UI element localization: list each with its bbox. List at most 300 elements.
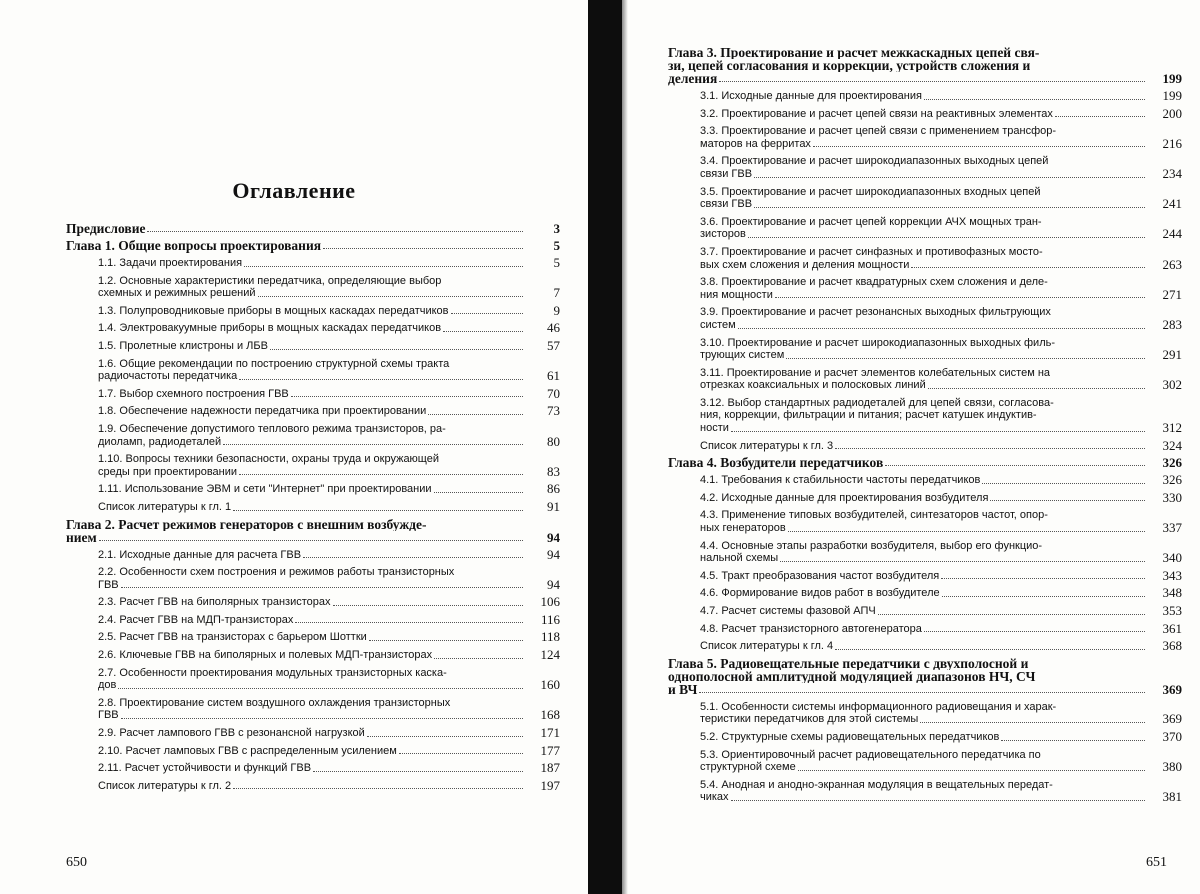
toc-entry-section [66,762,560,775]
toc-entry-row [700,492,1182,505]
toc-entry-row [98,780,560,793]
toc-page-number: 326 [1148,456,1182,469]
toc-entry-chapter [668,657,1182,696]
dot-leader [835,649,1145,650]
dot-leader [270,349,523,350]
toc-entry-row [700,731,1182,744]
toc-entry-title: диоламп, радиодеталей [98,436,221,449]
toc-entry-text: 3.6. Проектирование и расчет цепей коррекции АЧХ мощных тран- [700,216,1182,229]
toc-page-number: 86 [526,483,560,496]
toc-entry-title: ности [700,422,729,435]
toc-entry-section [66,596,560,609]
dot-leader [99,540,523,541]
dot-leader [780,561,1145,562]
toc-entry-section [668,540,1182,565]
dot-leader [239,379,523,380]
toc-entry-text: 4.3. Применение типовых возбудителей, синтезаторов частот, опор- [700,509,1182,522]
toc-entry-title: среды при проектировании [98,466,237,479]
toc-entry-section [668,492,1182,505]
toc-entry-text: Глава 2. Расчет режимов генераторов с внешним возбужде- [66,518,560,531]
toc-page-number: 244 [1148,228,1182,241]
toc-entry-section [66,257,560,270]
toc-entry-row [700,474,1182,487]
toc-entry-title: 1.3. Полупроводниковые приборы в мощных каскадах передатчиков [98,305,449,318]
toc-page-number: 106 [526,596,560,609]
toc-entry-section [668,246,1182,271]
toc-entry-section [668,108,1182,121]
toc-entry-row [700,587,1182,600]
toc-entry-row [700,138,1182,151]
toc-entry-section [668,337,1182,362]
toc-entry-section [668,367,1182,392]
toc-entry-text: 5.4. Анодная и анодно-экранная модуляция в вещательных передат- [700,779,1182,792]
toc-page-number: 70 [526,388,560,401]
toc-entry-text: 3.10. Проектирование и расчет широкодиапазонных выходных филь- [700,337,1182,350]
toc-entry-title: чиках [700,791,729,804]
toc-entry-title: Предисловие [66,222,145,235]
dot-leader [924,631,1145,632]
toc-entry-section [66,305,560,318]
toc-entry-row [98,679,560,692]
toc-entry-section [66,423,560,448]
toc-entry-section [66,549,560,562]
dot-leader [434,658,523,659]
toc-entry-row [700,640,1182,653]
toc-entry-chapter [66,222,560,235]
toc-page-number: 73 [526,405,560,418]
dot-leader [754,177,1145,178]
toc-entry-title: дов [98,679,116,692]
toc-entry-text: 1.10. Вопросы техники безопасности, охраны труда и окружающей [98,453,560,466]
toc-entry-title: 2.6. Ключевые ГВВ на биполярных и полевых МДП-транзисторах [98,649,432,662]
toc-entry-section [66,358,560,383]
toc-entry-title: вых схем сложения и деления мощности [700,259,909,272]
dot-leader [920,722,1145,723]
toc-entry-text: однополосной амплитудной модуляцией диапазонов НЧ, СЧ [668,670,1182,683]
toc-entry-section [668,216,1182,241]
toc-page-number: 369 [1148,713,1182,726]
toc-entry-title: связи ГВВ [700,168,752,181]
toc-entry-section [668,749,1182,774]
dot-leader [1055,116,1145,117]
toc-entry-section [668,186,1182,211]
toc-page-number: 177 [526,745,560,758]
toc-page-number: 369 [1148,683,1182,696]
dot-leader [754,207,1145,208]
dot-leader [239,474,523,475]
toc-page-number: 9 [526,305,560,318]
toc-entry-section [66,649,560,662]
toc-entry-section [668,90,1182,103]
toc-entry-row [66,239,560,252]
toc-page-number: 381 [1148,791,1182,804]
toc-entry-title: Список литературы к гл. 2 [98,780,231,793]
toc-entry-section [668,623,1182,636]
page-number-left: 650 [66,855,87,871]
page-title: Оглавление [0,178,588,204]
dot-leader [121,587,523,588]
dot-leader [258,296,523,297]
toc-entry-row [98,745,560,758]
toc-entry-section [66,275,560,300]
toc-entry-row [700,168,1182,181]
toc-entry-title: трующих систем [700,349,784,362]
toc-entry-title: Список литературы к гл. 4 [700,640,833,653]
toc-page-number: 124 [526,649,560,662]
toc-entry-title: структурной схеме [700,761,796,774]
toc-page-number: 57 [526,340,560,353]
toc-entry-section [66,453,560,478]
toc-entry-row [66,222,560,235]
toc-page-number: 61 [526,370,560,383]
toc-entry-title: 1.11. Использование ЭВМ и сети "Интернет" при проектировании [98,483,432,496]
toc-entry-title: ных генераторов [700,522,786,535]
toc-entry-section [668,509,1182,534]
dot-leader [878,614,1145,615]
toc-page-number: 361 [1148,623,1182,636]
toc-page-number: 324 [1148,440,1182,453]
toc-entry-row [700,605,1182,618]
toc-page-number: 271 [1148,289,1182,302]
toc-page-number: 340 [1148,552,1182,565]
book-spine [588,0,622,894]
dot-leader [731,800,1145,801]
dot-leader [924,99,1145,100]
toc-entry-row [700,108,1182,121]
toc-entry-row [700,761,1182,774]
toc-entry-title: зисторов [700,228,746,241]
dot-leader [399,753,523,754]
toc-page-number: 330 [1148,492,1182,505]
toc-entry-section [66,388,560,401]
page-number-right: 651 [1146,855,1167,871]
toc-entry-row [700,552,1182,565]
toc-entry-section [668,779,1182,804]
dot-leader [118,688,523,689]
toc-entry-text: 1.9. Обеспечение допустимого теплового режима транзисторов, ра- [98,423,560,436]
toc-entry-row [98,322,560,335]
dot-leader [121,718,523,719]
dot-leader [911,267,1145,268]
dot-leader [233,510,523,511]
toc-page-number: 343 [1148,570,1182,583]
toc-page-number: 197 [526,780,560,793]
toc-page-number: 80 [526,436,560,449]
toc-entry-section [668,474,1182,487]
toc-entry-row [98,727,560,740]
dot-leader [942,596,1145,597]
toc-entry-text: 1.6. Общие рекомендации по построению структурной схемы тракта [98,358,560,371]
dot-leader [233,788,523,789]
toc-entry-section [668,155,1182,180]
toc-page-number: 171 [526,727,560,740]
dot-leader [748,237,1145,238]
toc-entry-text: 3.3. Проектирование и расчет цепей связи с применением трансфор- [700,125,1182,138]
toc-entry-row [98,287,560,300]
dot-leader [1001,740,1145,741]
toc-entry-section [66,780,560,793]
dot-leader [443,331,523,332]
toc-page-number: 94 [526,579,560,592]
toc-entry-row [98,370,560,383]
toc-entry-title: нием [66,531,97,544]
toc-entry-title: деления [668,72,717,85]
toc-page-number: 94 [526,549,560,562]
dot-leader [333,605,524,606]
dot-leader [295,622,523,623]
toc-entry-row [668,683,1182,696]
right-page [622,0,1200,894]
toc-entry-row [700,319,1182,332]
toc-entry-title: 5.2. Структурные схемы радиовещательных передатчиков [700,731,999,744]
toc-page-number: 302 [1148,379,1182,392]
toc-entry-row [98,305,560,318]
toc-entry-row [700,379,1182,392]
toc-entry-row [66,531,560,544]
toc-entry-text: 1.2. Основные характеристики передатчика, определяющие выбор [98,275,560,288]
toc-entry-title: Список литературы к гл. 3 [700,440,833,453]
toc-page-number: 118 [526,631,560,644]
toc-entry-section [668,587,1182,600]
dot-leader [428,414,523,415]
toc-entry-section [66,405,560,418]
toc-entry-row [700,90,1182,103]
dot-leader [982,483,1145,484]
toc-entry-title: Глава 4. Возбудители передатчиков [668,456,883,469]
toc-entry-title: 4.7. Расчет системы фазовой АПЧ [700,605,876,618]
toc-page-number: 5 [526,257,560,270]
toc-entry-row [700,440,1182,453]
toc-entry-row [98,405,560,418]
toc-entry-text: Глава 5. Радиовещательные передатчики с двухполосной и [668,657,1182,670]
toc-entry-chapter [66,518,560,544]
toc-entry-text: зи, цепей согласования и коррекции, устройств сложения и [668,59,1182,72]
toc-page-number: 353 [1148,605,1182,618]
toc-entry-title: отрезках коаксиальных и полосковых линий [700,379,926,392]
dot-leader [291,396,523,397]
dot-leader [788,531,1145,532]
dot-leader [731,431,1145,432]
dot-leader [798,770,1145,771]
toc-left [66,218,560,792]
toc-entry-section [668,440,1182,453]
toc-entry-title: нальной схемы [700,552,778,565]
toc-entry-row [700,570,1182,583]
toc-entry-section [66,727,560,740]
toc-entry-title: ния мощности [700,289,773,302]
toc-page-number: 291 [1148,349,1182,362]
toc-entry-chapter [668,46,1182,85]
toc-entry-title: 4.5. Тракт преобразования частот возбудителя [700,570,939,583]
toc-page-number: 283 [1148,319,1182,332]
dot-leader [885,465,1145,466]
toc-entry-text: 5.1. Особенности системы информационного радиовещания и харак- [700,701,1182,714]
dot-leader [147,231,523,232]
toc-entry-title: систем [700,319,736,332]
toc-entry-section [668,701,1182,726]
toc-page-number: 160 [526,679,560,692]
toc-entry-title: 4.2. Исходные данные для проектирования возбудителя [700,492,988,505]
toc-entry-section [66,566,560,591]
toc-entry-row [700,623,1182,636]
toc-entry-section [668,605,1182,618]
toc-entry-section [66,631,560,644]
toc-entry-title: ГВВ [98,709,119,722]
toc-entry-title: 1.4. Электровакуумные приборы в мощных каскадах передатчиков [98,322,441,335]
toc-page-number: 199 [1148,72,1182,85]
toc-entry-title: 4.6. Формирование видов работ в возбудителе [700,587,940,600]
toc-entry-section [66,697,560,722]
toc-page-number: 187 [526,762,560,775]
dot-leader [699,692,1145,693]
toc-entry-text: 2.8. Проектирование систем воздушного охлаждения транзисторных [98,697,560,710]
toc-entry-title: 2.9. Расчет лампового ГВВ с резонансной нагрузкой [98,727,365,740]
toc-entry-section [668,125,1182,150]
toc-entry-row [700,349,1182,362]
toc-entry-text: 3.8. Проектирование и расчет квадратурных схем сложения и деле- [700,276,1182,289]
toc-entry-row [700,289,1182,302]
toc-entry-section [668,397,1182,435]
toc-entry-title: 2.10. Расчет ламповых ГВВ с распределенным усилением [98,745,397,758]
dot-leader [303,557,523,558]
toc-entry-section [66,614,560,627]
toc-page-number: 116 [526,614,560,627]
toc-entry-text: 3.9. Проектирование и расчет резонансных выходных фильтрующих [700,306,1182,319]
toc-page-number: 200 [1148,108,1182,121]
dot-leader [313,771,523,772]
toc-entry-title: 1.5. Пролетные клистроны и ЛБВ [98,340,268,353]
toc-page-number: 263 [1148,259,1182,272]
toc-entry-title: и ВЧ [668,683,697,696]
toc-entry-row [98,649,560,662]
toc-entry-text: 2.2. Особенности схем построения и режимов работы транзисторных [98,566,560,579]
toc-entry-row [98,709,560,722]
toc-entry-section [66,667,560,692]
toc-entry-text: 3.7. Проектирование и расчет синфазных и противофазных мосто- [700,246,1182,259]
toc-entry-title: 2.5. Расчет ГВВ на транзисторах с барьером Шоттки [98,631,367,644]
toc-entry-title: 2.1. Исходные данные для расчета ГВВ [98,549,301,562]
toc-entry-title: схемных и режимных решений [98,287,256,300]
toc-entry-section [66,322,560,335]
toc-entry-title: 1.8. Обеспечение надежности передатчика при проектировании [98,405,426,418]
toc-entry-row [98,388,560,401]
toc-entry-section [668,731,1182,744]
toc-entry-row [98,596,560,609]
toc-page-number: 241 [1148,198,1182,211]
toc-entry-text: 3.5. Проектирование и расчет широкодиапазонных входных цепей [700,186,1182,199]
toc-page-number: 5 [526,239,560,252]
toc-entry-row [700,713,1182,726]
toc-page-number: 337 [1148,522,1182,535]
dot-leader [990,500,1145,501]
toc-entry-row [98,257,560,270]
dot-leader [369,640,523,641]
toc-entry-section [668,570,1182,583]
toc-entry-title: радиочастоты передатчика [98,370,237,383]
toc-entry-row [98,466,560,479]
toc-entry-section [66,745,560,758]
toc-entry-row [700,259,1182,272]
toc-right [668,42,1182,804]
toc-entry-title: 2.3. Расчет ГВВ на биполярных транзисторах [98,596,331,609]
dot-leader [367,736,523,737]
toc-entry-section [668,276,1182,301]
toc-entry-text: ния, коррекции, фильтрации и питания; расчет катушек индуктив- [700,409,1182,422]
toc-entry-title: Глава 1. Общие вопросы проектирования [66,239,321,252]
toc-entry-text: 2.7. Особенности проектирования модульных транзисторных каска- [98,667,560,680]
dot-leader [941,578,1145,579]
toc-page-number: 3 [526,222,560,235]
toc-entry-section [66,340,560,353]
toc-entry-chapter [668,456,1182,469]
toc-page-number: 326 [1148,474,1182,487]
dot-leader [223,444,523,445]
toc-entry-chapter [66,239,560,252]
dot-leader [244,266,523,267]
toc-page-number: 168 [526,709,560,722]
toc-page-number: 94 [526,531,560,544]
toc-entry-section [66,501,560,514]
toc-entry-title: 1.7. Выбор схемного построения ГВВ [98,388,289,401]
toc-entry-row [98,501,560,514]
toc-entry-section [668,640,1182,653]
toc-entry-title: маторов на ферритах [700,138,811,151]
dot-leader [451,313,523,314]
toc-entry-row [700,228,1182,241]
dot-leader [738,328,1145,329]
toc-entry-title: 3.1. Исходные данные для проектирования [700,90,922,103]
toc-entry-title: теристики передатчиков для этой системы [700,713,918,726]
dot-leader [835,448,1145,449]
toc-entry-text: 3.11. Проектирование и расчет элементов колебательных систем на [700,367,1182,380]
toc-entry-title: 2.11. Расчет устойчивости и функций ГВВ [98,762,311,775]
toc-entry-row [98,631,560,644]
toc-entry-row [700,791,1182,804]
toc-page-number: 312 [1148,422,1182,435]
toc-page-number: 348 [1148,587,1182,600]
toc-page-number: 370 [1148,731,1182,744]
toc-entry-row [700,198,1182,211]
toc-page-number: 216 [1148,138,1182,151]
toc-entry-title: связи ГВВ [700,198,752,211]
toc-entry-row [700,522,1182,535]
toc-page-number: 83 [526,466,560,479]
toc-entry-row [668,72,1182,85]
toc-page-number: 91 [526,501,560,514]
toc-entry-section [66,483,560,496]
dot-leader [786,358,1145,359]
toc-entry-text: 4.4. Основные этапы разработки возбудителя, выбор его функцио- [700,540,1182,553]
toc-entry-title: 2.4. Расчет ГВВ на МДП-транзисторах [98,614,293,627]
toc-entry-title: 1.1. Задачи проектирования [98,257,242,270]
toc-page-number: 380 [1148,761,1182,774]
left-page [0,0,588,894]
toc-entry-title: ГВВ [98,579,119,592]
dot-leader [719,81,1145,82]
toc-page-number: 7 [526,287,560,300]
toc-entry-title: 4.1. Требования к стабильности частоты передатчиков [700,474,980,487]
toc-entry-row [98,614,560,627]
toc-entry-text: 3.4. Проектирование и расчет широкодиапазонных выходных цепей [700,155,1182,168]
toc-entry-row [668,456,1182,469]
toc-page-number: 368 [1148,640,1182,653]
toc-entry-text: 5.3. Ориентировочный расчет радиовещательного передатчика по [700,749,1182,762]
toc-entry-row [700,422,1182,435]
dot-leader [813,146,1145,147]
dot-leader [928,388,1145,389]
toc-entry-section [668,306,1182,331]
toc-page-number: 234 [1148,168,1182,181]
